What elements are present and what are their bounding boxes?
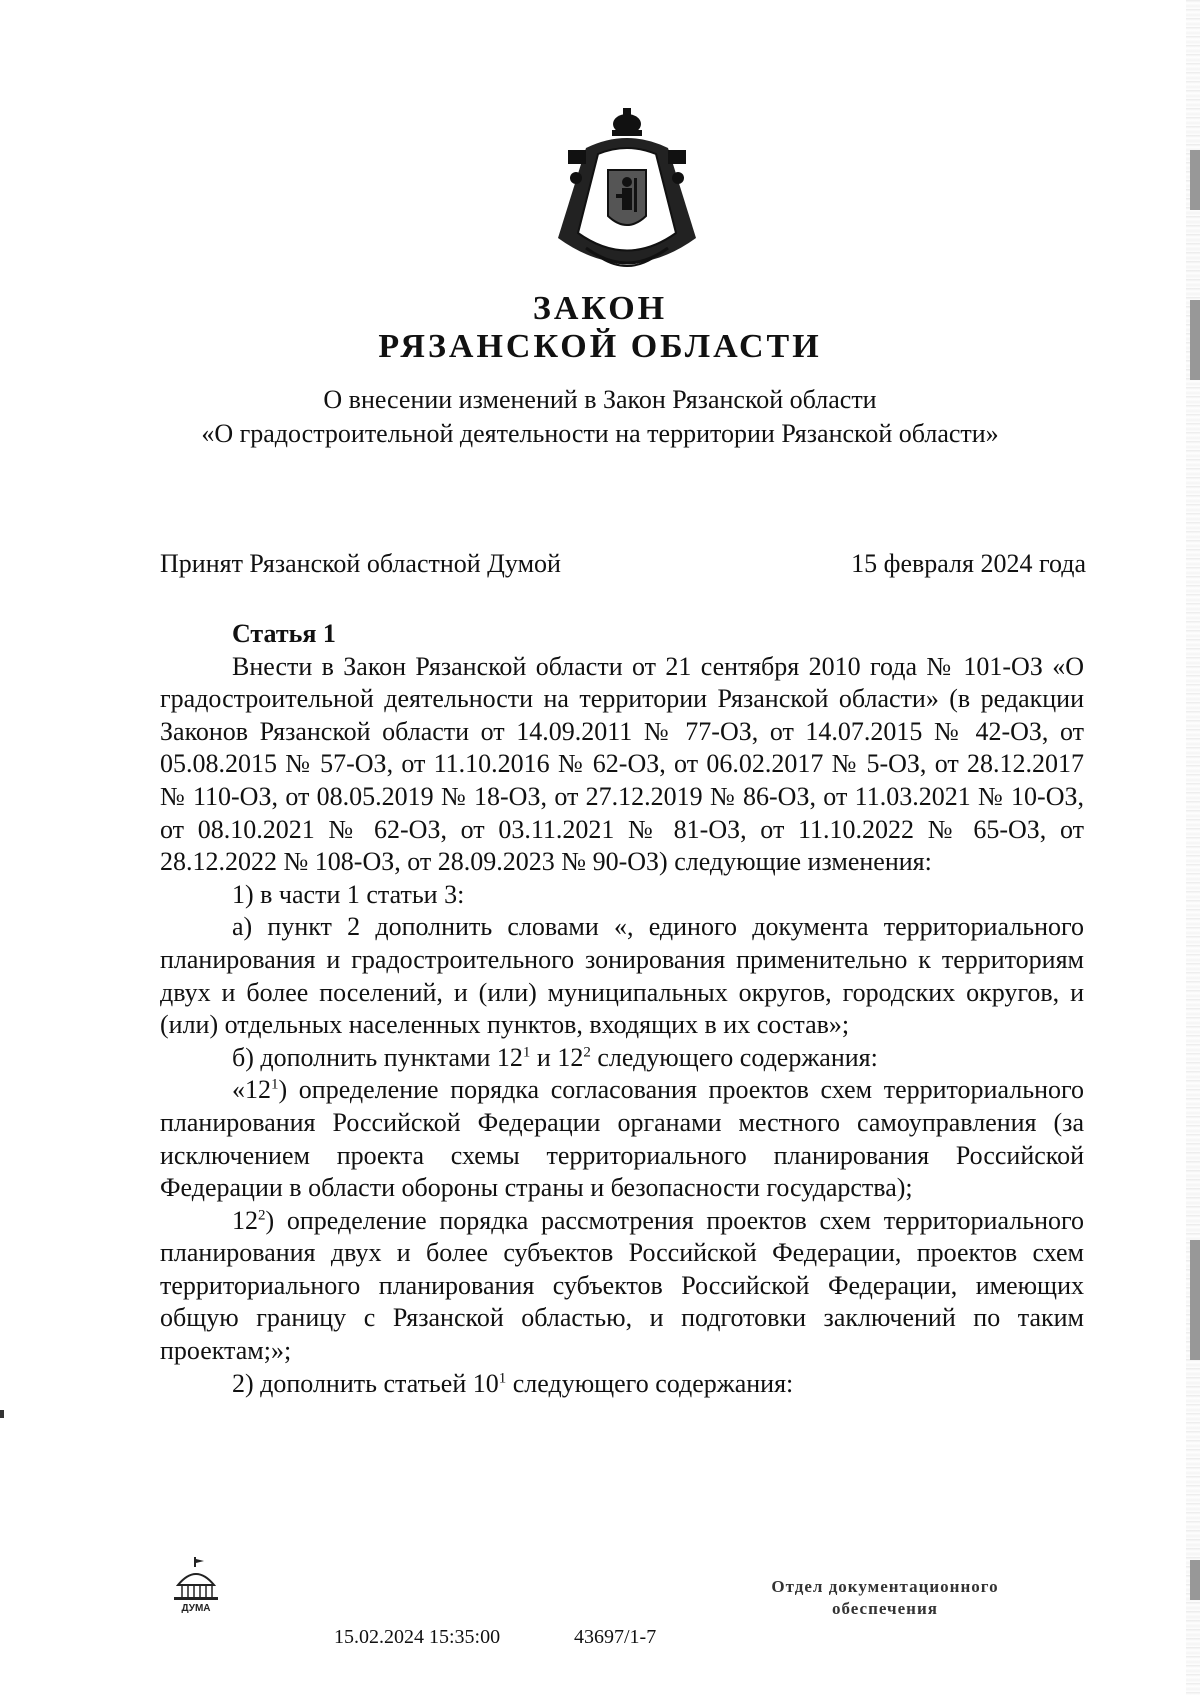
item-1b-mid: и 12 xyxy=(530,1042,584,1072)
point-12-1-text: ) определение порядка согласования проектов схем территориального планирования Российской Федерации органами местного самоуправления (за исключением проекта схемы территориального планирования Российской Федерации в области обороны страны и безопасности государства); xyxy=(160,1075,1084,1203)
footer-reg-number: 43697/1-7 xyxy=(574,1626,657,1648)
law-body xyxy=(160,618,1084,1400)
point-12-1-num: «12 xyxy=(232,1075,271,1105)
item-1b-text: б) дополнить пунктами 12 xyxy=(232,1042,523,1072)
law-region: РЯЗАНСКОЙ ОБЛАСТИ xyxy=(378,328,822,365)
dept-line-2: обеспечения xyxy=(832,1599,938,1618)
subtitle-line-2: «О градостроительной деятельности на территории Рязанской области» xyxy=(201,419,999,448)
adoption-line xyxy=(160,549,1086,579)
article-heading: Статья 1 xyxy=(232,619,336,648)
adopted-by: Принят Рязанской областной Думой xyxy=(160,549,561,578)
item-1b xyxy=(160,1042,1084,1075)
footer-department-stamp xyxy=(735,1576,1035,1620)
item-1b-sup-2: 2 xyxy=(583,1044,591,1061)
item-1: 1) в части 1 статьи 3: xyxy=(232,879,465,909)
item-2-post: следующего содержания: xyxy=(506,1368,794,1398)
item-1b-post: следующего содержания: xyxy=(590,1042,878,1072)
subtitle-line-1: О внесении изменений в Закон Рязанской области xyxy=(323,385,877,414)
article-intro: Внести в Закон Рязанской области от 21 сентября 2010 года № 101-ОЗ «О градостроительной деятельности на территории Рязанской области» (в редакции Законов Рязанской области от 14.09.2011 № 77-ОЗ, от 14.07.2015 № 42-ОЗ, от 05.08.2015 № 57-ОЗ, от 11.10.2016 № 62-ОЗ, от 06.02.2017 № 5-ОЗ, от 28.12.2017 № 110-ОЗ, от 08.05.2019 № 18-ОЗ, от 27.12.2019 № 86-ОЗ, от 11.03.2021 № 10-ОЗ, от 08.10.2021 № 62-ОЗ, от 03.11.2021 № 81-ОЗ, от 11.10.2022 № 65-ОЗ, от 28.12.2022 № 108-ОЗ, от 28.09.2023 № 90-ОЗ) следующие изменения: xyxy=(160,651,1084,877)
item-1b-sup-1: 1 xyxy=(522,1044,531,1061)
point-12-2-num: 12 xyxy=(232,1205,258,1235)
item-2 xyxy=(160,1368,1084,1401)
item-1a: а) пункт 2 дополнить словами «, единого документа территориального планирования и градостроительного зонирования применительно к территориям двух и более поселений, и (или) муниципальных округов, городских округов, и (или) отдельных населенных пунктов, входящих в их состав»; xyxy=(160,912,1084,1040)
duma-logo-text: ДУМА xyxy=(181,1603,211,1614)
item-2-sup: 1 xyxy=(498,1370,507,1386)
coat-of-arms-icon xyxy=(546,108,708,284)
point-12-2 xyxy=(160,1205,1084,1368)
law-subtitle xyxy=(0,383,1200,451)
scan-mark xyxy=(0,1410,4,1418)
footer-timestamp: 15.02.2024 15:35:00 xyxy=(334,1626,501,1648)
point-12-1-sup: 1 xyxy=(271,1076,279,1093)
law-title: ЗАКОН xyxy=(532,290,668,327)
point-12-1 xyxy=(160,1074,1084,1204)
adopted-date: 15 февраля 2024 года xyxy=(851,549,1086,578)
point-12-2-text: ) определение порядка рассмотрения проектов схем территориального планирования двух и более субъектов Российской Федерации, проектов схем территориального планирования субъектов Российской Федерации, имеющих общую границу с Рязанской областью, и подготовки заключений по таким проектам;»; xyxy=(160,1205,1084,1366)
dept-line-1: Отдел документационного xyxy=(771,1577,999,1596)
point-12-2-sup: 2 xyxy=(258,1207,266,1224)
duma-logo-icon xyxy=(168,1557,224,1615)
item-2-text: 2) дополнить статьей 10 xyxy=(232,1368,499,1398)
scan-edge xyxy=(1186,0,1200,1695)
